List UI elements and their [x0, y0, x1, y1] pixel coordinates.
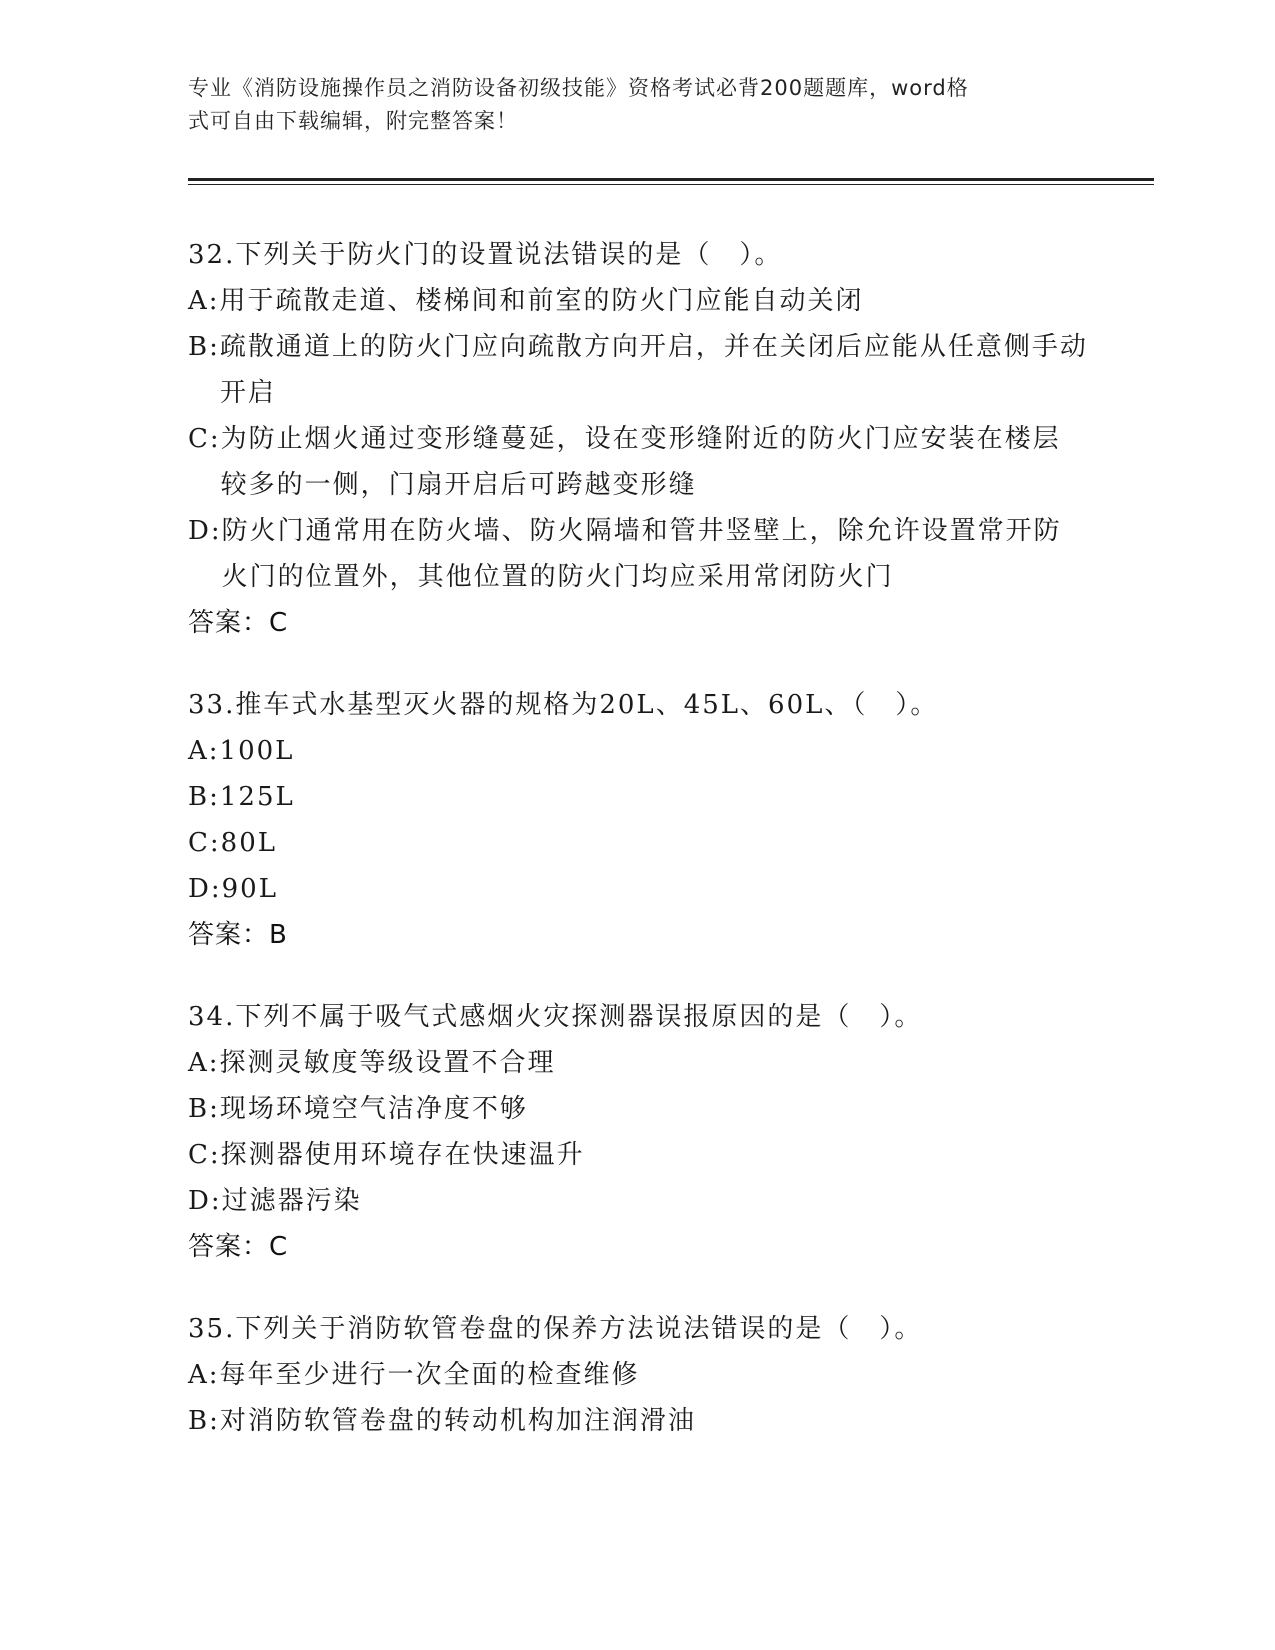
option-text: 防火门通常用在防火墙、防火隔墙和管井竖壁上，除允许设置常开防火门的位置外，其他位置的防火门均应采用常闭防火门 [221, 516, 1062, 592]
header-line-1: 专业《消防设施操作员之消防设备初级技能》资格考试必背200题题库，word格 [188, 76, 969, 100]
question-35 [188, 1306, 1088, 1444]
header-line-2: 式可自由下载编辑，附完整答案！ [188, 109, 518, 133]
header-divider-thin [188, 184, 1154, 185]
option-text: 每年至少进行一次全面的检查维修 [219, 1360, 640, 1390]
question-34 [188, 994, 1088, 1270]
option-label: C: [188, 424, 221, 454]
option-text: 现场环境空气洁净度不够 [219, 1094, 528, 1124]
question-text: 35.下列关于消防软管卷盘的保养方法说法错误的是（ ）。 [188, 1314, 923, 1344]
option-a [188, 278, 1088, 324]
option-d [188, 1178, 1088, 1224]
option-b [188, 324, 1088, 416]
header-divider-thick [188, 178, 1154, 181]
option-b [188, 1086, 1088, 1132]
option-c [188, 1132, 1088, 1178]
option-a [188, 1040, 1088, 1086]
option-text: 对消防软管卷盘的转动机构加注润滑油 [219, 1406, 696, 1436]
option-label: B: [188, 1094, 220, 1124]
option-d [188, 508, 1088, 600]
option-label: B: [188, 1406, 220, 1436]
question-text: 34.下列不属于吸气式感烟火灾探测器误报原因的是（ ）。 [188, 1002, 923, 1032]
option-text: 100L [219, 736, 295, 766]
option-text: 过滤器污染 [221, 1186, 362, 1216]
option-label: D: [188, 1186, 222, 1216]
option-label: C: [188, 1140, 221, 1170]
option-label: B: [188, 782, 220, 812]
option-a [188, 1352, 1088, 1398]
option-label: A: [188, 1048, 220, 1078]
option-text: 为防止烟火通过变形缝蔓延，设在变形缝附近的防火门应安装在楼层较多的一侧，门扇开启后可跨越变形缝 [220, 424, 1061, 500]
document-header [188, 72, 1068, 138]
option-b [188, 1398, 1088, 1444]
question-33 [188, 682, 1088, 958]
answer-text: 答案：C [188, 1232, 289, 1262]
answer-text: 答案：B [188, 920, 288, 950]
option-text: 疏散通道上的防火门应向疏散方向开启，并在关闭后应能从任意侧手动开启 [219, 332, 1088, 408]
option-label: A: [188, 1360, 220, 1390]
option-label: C: [188, 828, 221, 858]
question-32 [188, 232, 1088, 646]
question-text: 32.下列关于防火门的设置说法错误的是（ ）。 [188, 240, 783, 270]
option-text: 探测灵敏度等级设置不合理 [219, 1048, 556, 1078]
option-text: 125L [219, 782, 295, 812]
option-text: 探测器使用环境存在快速温升 [220, 1140, 585, 1170]
option-label: B: [188, 332, 220, 362]
option-label: D: [188, 516, 222, 546]
option-text: 80L [220, 828, 278, 858]
answer-text: 答案：C [188, 608, 289, 638]
option-label: D: [188, 874, 222, 904]
question-list [188, 232, 1088, 1480]
option-text: 用于疏散走道、楼梯间和前室的防火门应能自动关闭 [219, 286, 864, 316]
option-text: 90L [221, 874, 278, 904]
option-label: A: [188, 736, 220, 766]
option-a [188, 728, 1088, 774]
option-b [188, 774, 1088, 820]
option-label: A: [188, 286, 220, 316]
option-c [188, 416, 1088, 508]
option-d [188, 866, 1088, 912]
option-c [188, 820, 1088, 866]
question-text: 33.推车式水基型灭火器的规格为20L、45L、60L、（ ）。 [188, 690, 939, 720]
